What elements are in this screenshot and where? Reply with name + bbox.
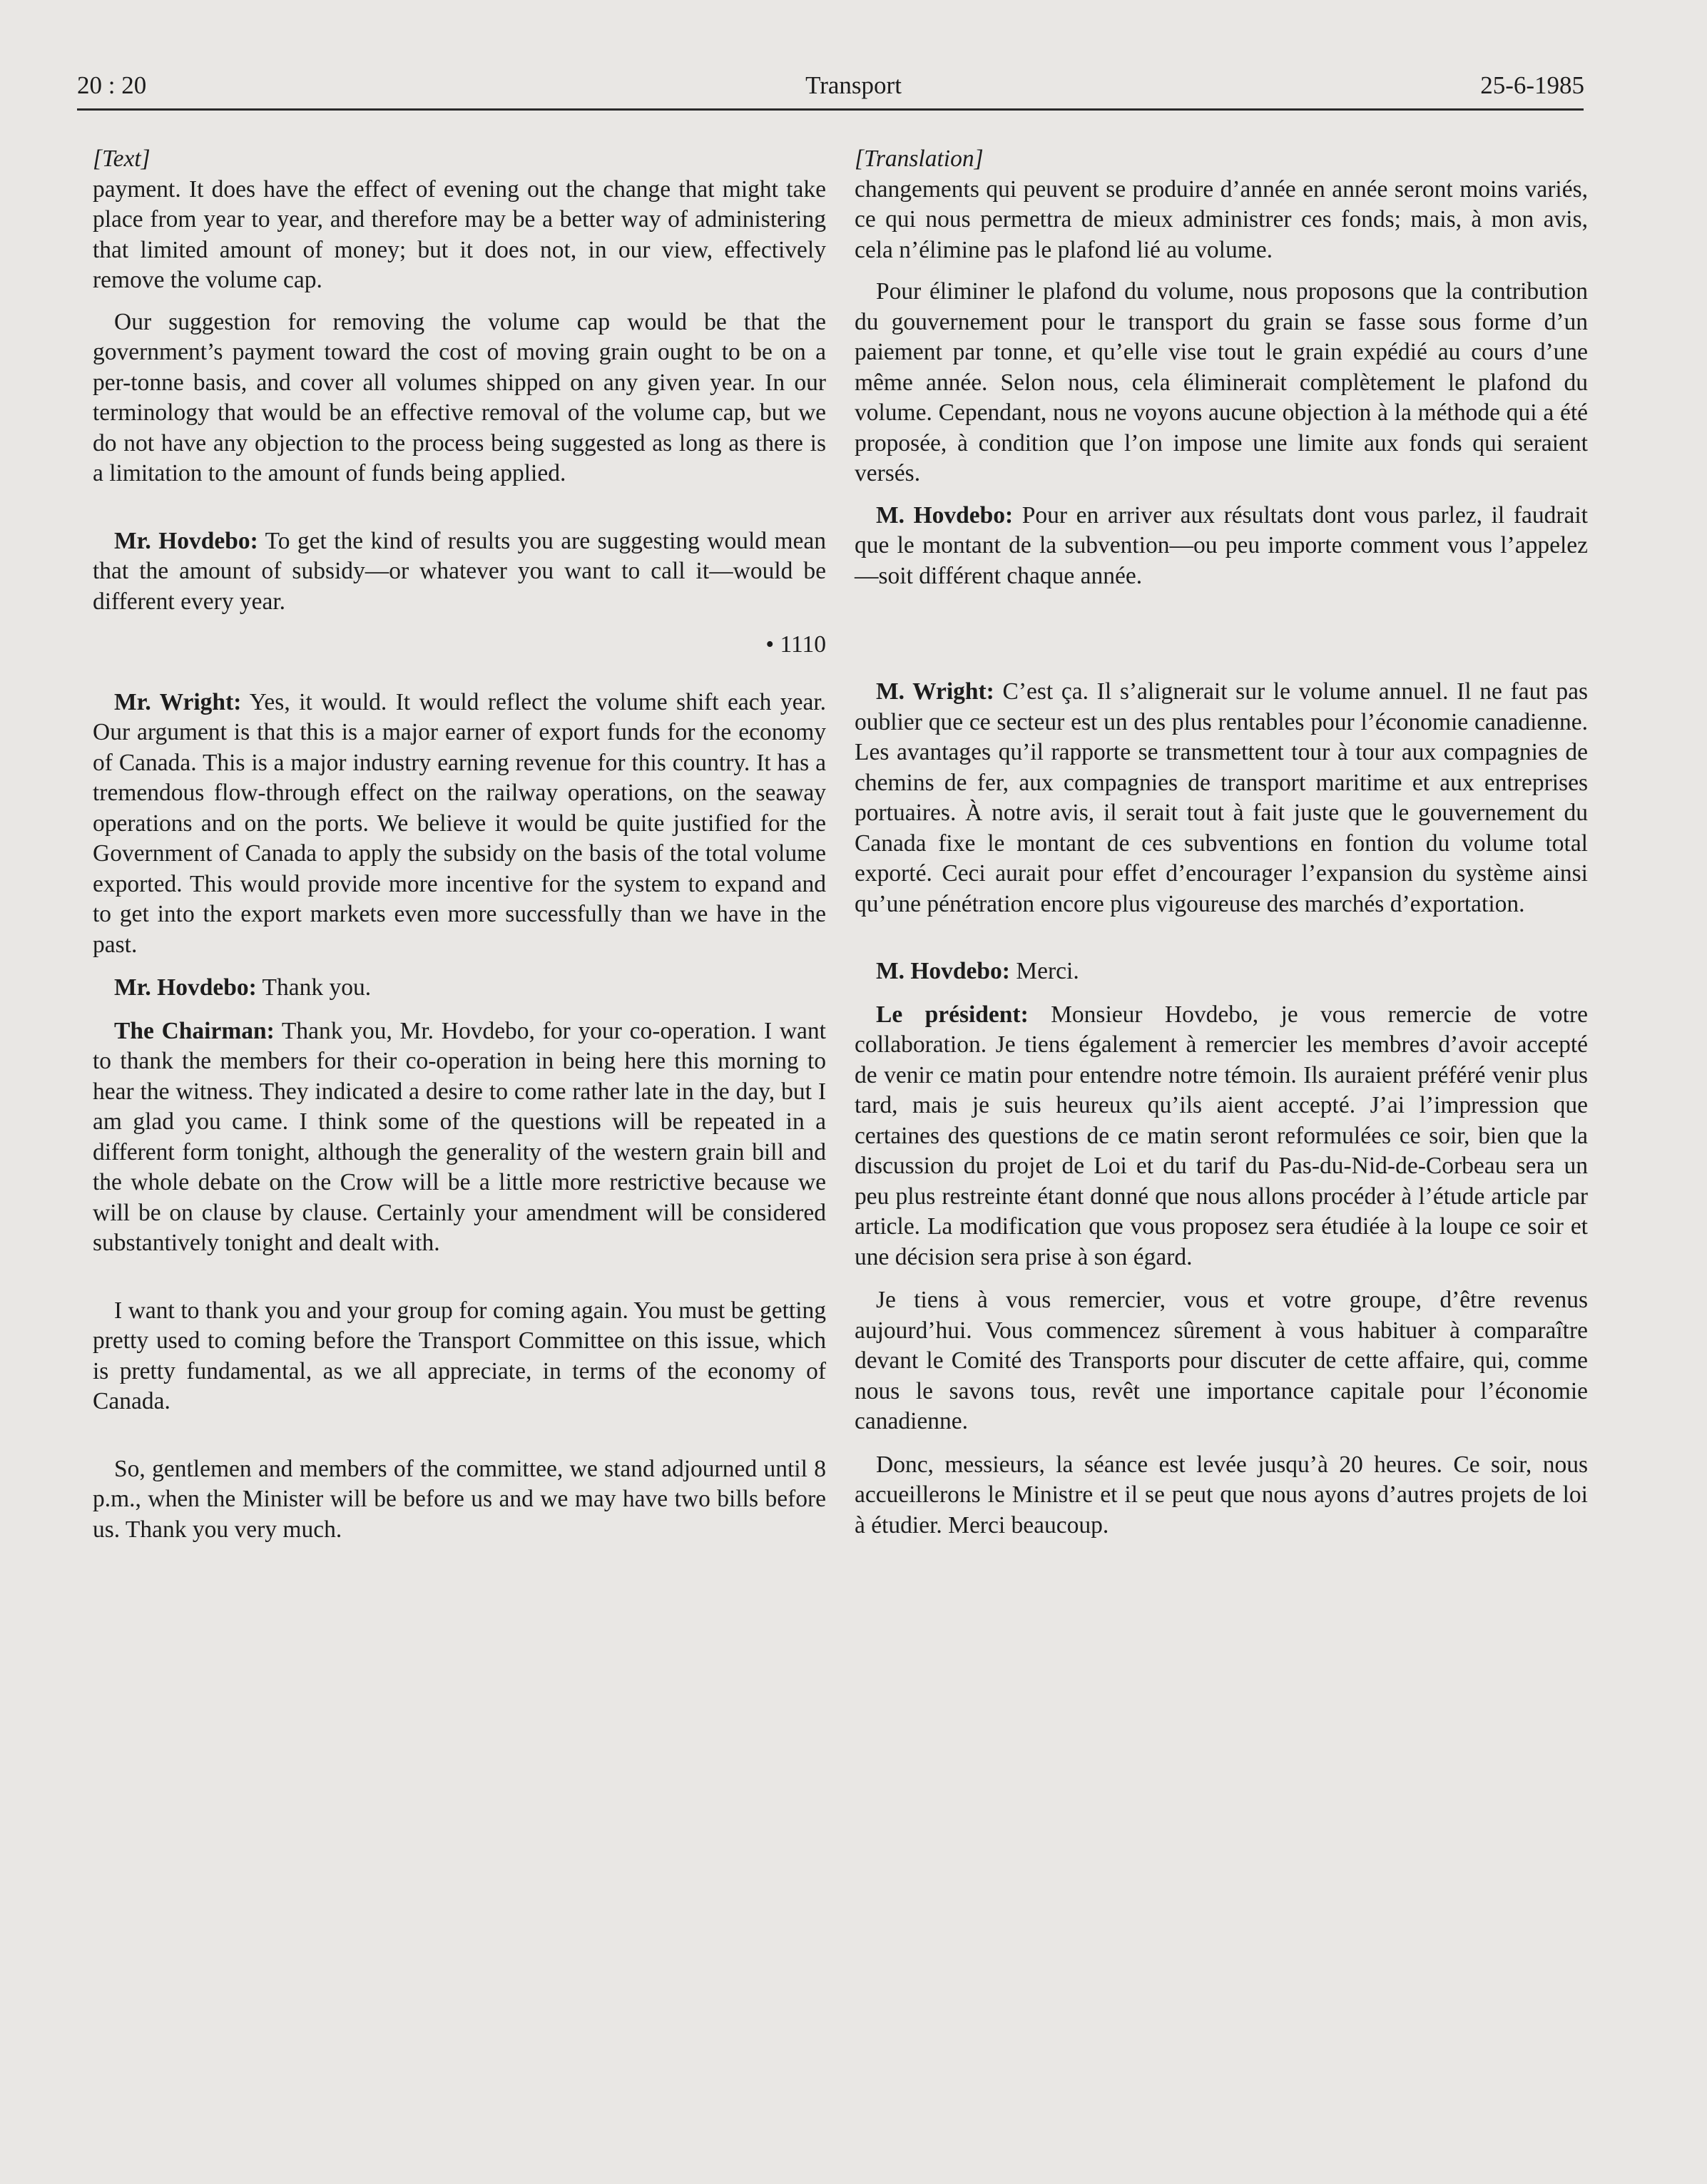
speaker-name: M. Hovdebo: xyxy=(876,958,1010,984)
fr-paragraph-8: Donc, messieurs, la séance est levée jusqu’à 20 heures. Ce soir, nous accueillerons le Ministre et il se peut que nous ayons d’autres projets de loi à étudier. Merci beaucoup. xyxy=(855,1451,1588,1539)
fr-paragraph-2: Pour éliminer le plafond du volume, nous proposons que la contribution du gouvernement pour le transport du grain se fasse sous forme d’un paiement par tonne, et qu’elle vise tout le grain expédié au cours d’une même année. Selon nous, cela éliminerait complètement le plafond du volume. Cependant, nous ne voyons aucune objection à la méthode qui a été proposée, à condition que l’on impose une limite aux fonds qui seraient versés. xyxy=(855,278,1588,486)
speech-text: Monsieur Hovdebo, je vous remercie de votre collaboration. Je tiens également à remercier les membres d’avoir accepté de venir ce matin pour entendre notre témoin. Ils auraient préféré venir plus tard, mais je suis heureux qu’ils aient accepté. J’ai l’impression que certaines des questions de ce matin seront reformulées ce soir, bien que la discussion du projet de Loi et du tarif du Pas-du-Nid-de-Corbeau sera un peu plus restreinte étant donné que nous allons procéder à l’étude article par article. La modification que vous proposez sera étudiée à la loupe ce soir et une décision sera prise à son égard. xyxy=(855,1001,1588,1270)
en-paragraph-2: Our suggestion for removing the volume cap would be that the government’s payment toward the cost of moving grain ought to be on a per-tonne basis, and cover all volumes shipped on any given year. In our terminology that would be an effective removal of the volume cap, but we do not have any objection to the process being suggested as long as there is a limitation to the amount of funds being applied. xyxy=(93,308,826,486)
header-rule xyxy=(77,108,1584,111)
speech-text: To get the kind of results you are suggesting would mean that the amount of subsidy—or whatever you want to call it—would be different every year. xyxy=(93,527,827,615)
page-number: 20 : 20 xyxy=(77,71,147,99)
translation-label-word: Translation xyxy=(864,146,974,172)
en-paragraph-1: payment. It does have the effect of evening out the change that might take place from year to year, and therefore may be a better way of administering that limited amount of money; but it does not, in our view, effectively remove the volume cap. xyxy=(93,175,826,293)
running-title: Transport xyxy=(805,71,902,99)
translation-label: [Translation] xyxy=(855,146,984,172)
fr-paragraph-7: Je tiens à vous remercier, vous et votre groupe, d’être revenus aujourd’hui. Vous commencez sûrement à vous habituer à comparaître devant le Comité des Transports pour discuter de cette affaire, qui, comme nous le savons tous, revêt une importance capitale pour l’économie canadienne. xyxy=(855,1287,1588,1434)
speech-text: Pour en arriver aux résultats dont vous parlez, il faudrait que le montant de la subvention—ou peu importe comment vous l’appelez—soit différent chaque année. xyxy=(855,501,1588,589)
speaker-name: Mr. Wright: xyxy=(114,688,242,715)
fr-paragraph-4 xyxy=(855,677,1588,919)
timestamp: • 1110 xyxy=(765,631,826,658)
speaker-name: Mr. Hovdebo: xyxy=(114,974,257,1001)
speaker-name: M. Wright: xyxy=(876,678,994,705)
en-paragraph-5 xyxy=(93,973,826,1004)
speaker-name: Mr. Hovdebo: xyxy=(114,527,258,554)
speaker-name: The Chairman: xyxy=(114,1017,275,1044)
fr-paragraph-1: changements qui peuvent se produire d’année en année seront moins variés, ce qui nous permettra de mieux administrer ces fonds; mais, à mon avis, cela n’élimine pas le plafond lié au volume. xyxy=(855,175,1588,263)
en-paragraph-7: I want to thank you and your group for coming again. You must be getting pretty used to coming before the Transport Committee on this issue, which is pretty fundamental, as we all appreciate, in terms of the economy of Canada. xyxy=(93,1297,826,1414)
speech-text: Merci. xyxy=(1009,958,1079,984)
en-paragraph-8: So, gentlemen and members of the committee, we stand adjourned until 8 p.m., when the Minister will be before us and we may have two bills before us. Thank you very much. xyxy=(93,1455,826,1543)
speech-text: Yes, it would. It would reflect the volume shift each year. Our argument is that this is a major earner of export funds for the economy of Canada. This is a major industry earning revenue for this country. It has a tremendous flow-through effect on the railway operations, on the seaway operations and on the ports. We believe it would be quite justified for the Government of Canada to apply the subsidy on the basis of the total volume exported. This would provide more incentive for the system to expand and to get into the export markets even more successfully than we have in the past. xyxy=(93,688,827,958)
text-label: [Text] xyxy=(93,146,151,172)
fr-paragraph-6 xyxy=(855,1000,1588,1273)
french-column xyxy=(855,144,1588,1541)
page-date: 25-6-1985 xyxy=(1480,71,1584,99)
fr-paragraph-3 xyxy=(855,501,1588,592)
text-label-word: Text xyxy=(102,146,141,172)
speech-text: Thank you, Mr. Hovdebo, for your co-operation. I want to thank the members for their co-operation in being here this morning to hear the witness. They indicated a desire to come rather late in the day, but I am glad you came. I think some of the questions will be repeated in a different form tonight, although the generality of the western grain bill and the whole debate on the Crow will be a little more restrictive because we will be on clause by clause. Certainly your amendment will be considered substantively tonight and dealt with. xyxy=(93,1017,826,1256)
fr-paragraph-5 xyxy=(855,956,1588,987)
english-column xyxy=(93,144,826,1545)
en-paragraph-3 xyxy=(93,526,826,618)
en-paragraph-4 xyxy=(93,688,826,961)
speaker-name: M. Hovdebo: xyxy=(876,501,1014,529)
en-paragraph-6 xyxy=(93,1016,826,1259)
speech-text: Thank you. xyxy=(256,974,372,1001)
speech-text: C’est ça. Il s’alignerait sur le volume annuel. Il ne faut pas oublier que ce secteur est un des plus rentables pour l’économie canadienne. Les avantages qu’il rapporte se transmettent tour à tour aux compagnies de chemins de fer, aux compagnies de transport maritime et aux entreprises portuaires. À notre avis, il serait tout à fait juste que le gouvernement du Canada fixe le montant de ces subventions en fontion du volume total exporté. Ceci aurait pour effet d’encourager l’expansion du système ainsi qu’une pénétration encore plus vigoureuse des marchés d’exportation. xyxy=(855,678,1588,917)
speaker-name: Le président: xyxy=(876,1001,1029,1028)
